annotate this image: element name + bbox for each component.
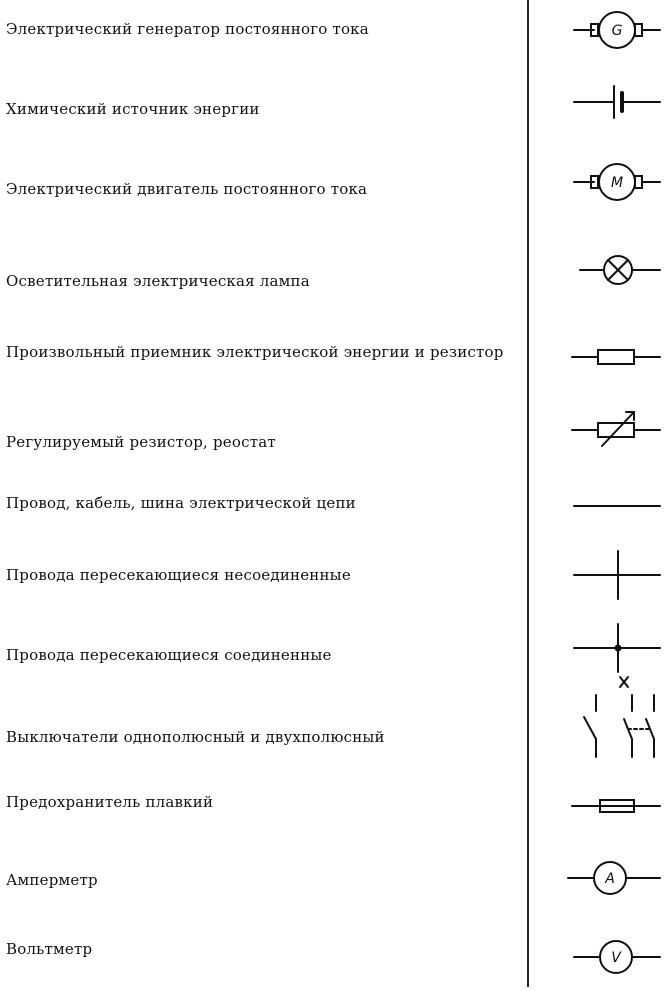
dc-generator-symbol-icon [560,0,665,60]
voltmeter-glyph: V [611,950,621,966]
label-switches: Выключатели однополюсный и двухполюсный [6,728,385,746]
rheostat-symbol-icon [560,400,665,460]
switches-symbol-icon [560,673,665,763]
label-dc-generator: Электрический генератор постоянного тока [6,20,369,38]
label-crossing-unconnected: Провода пересекающиеся несоединенные [6,566,351,584]
motor-glyph: M [610,175,624,191]
fuse-symbol-icon [560,776,665,836]
ammeter-symbol-icon [560,848,665,908]
battery-cell-symbol-icon [560,72,665,132]
label-crossing-connected: Провода пересекающиеся соединенные [6,646,332,664]
lamp-symbol-icon [560,240,665,300]
wire-symbol-icon [560,476,665,536]
label-rheostat: Регулируемый резистор, реостат [6,433,276,451]
generator-glyph: G [611,23,623,39]
crossing-wires-unconnected-symbol-icon [560,545,665,605]
label-voltmeter: Вольтметр [6,940,93,958]
label-lamp: Осветительная электрическая лампа [6,272,310,290]
label-resistor: Произвольный приемник электрической энергии и резистор [6,343,504,361]
label-chemical-source: Химический источник энергии [6,100,260,118]
label-fuse: Предохранитель плавкий [6,793,214,811]
voltmeter-symbol-icon [560,927,665,987]
resistor-symbol-icon [560,327,665,387]
dc-motor-symbol-icon [560,152,665,212]
label-ammeter: Амперметр [6,871,98,889]
ammeter-glyph: A [605,871,615,887]
column-divider [527,0,529,987]
label-dc-motor: Электрический двигатель постоянного тока [6,180,368,198]
crossing-wires-connected-symbol-icon [560,618,665,678]
label-wire: Провод, кабель, шина электрической цепи [6,494,356,512]
